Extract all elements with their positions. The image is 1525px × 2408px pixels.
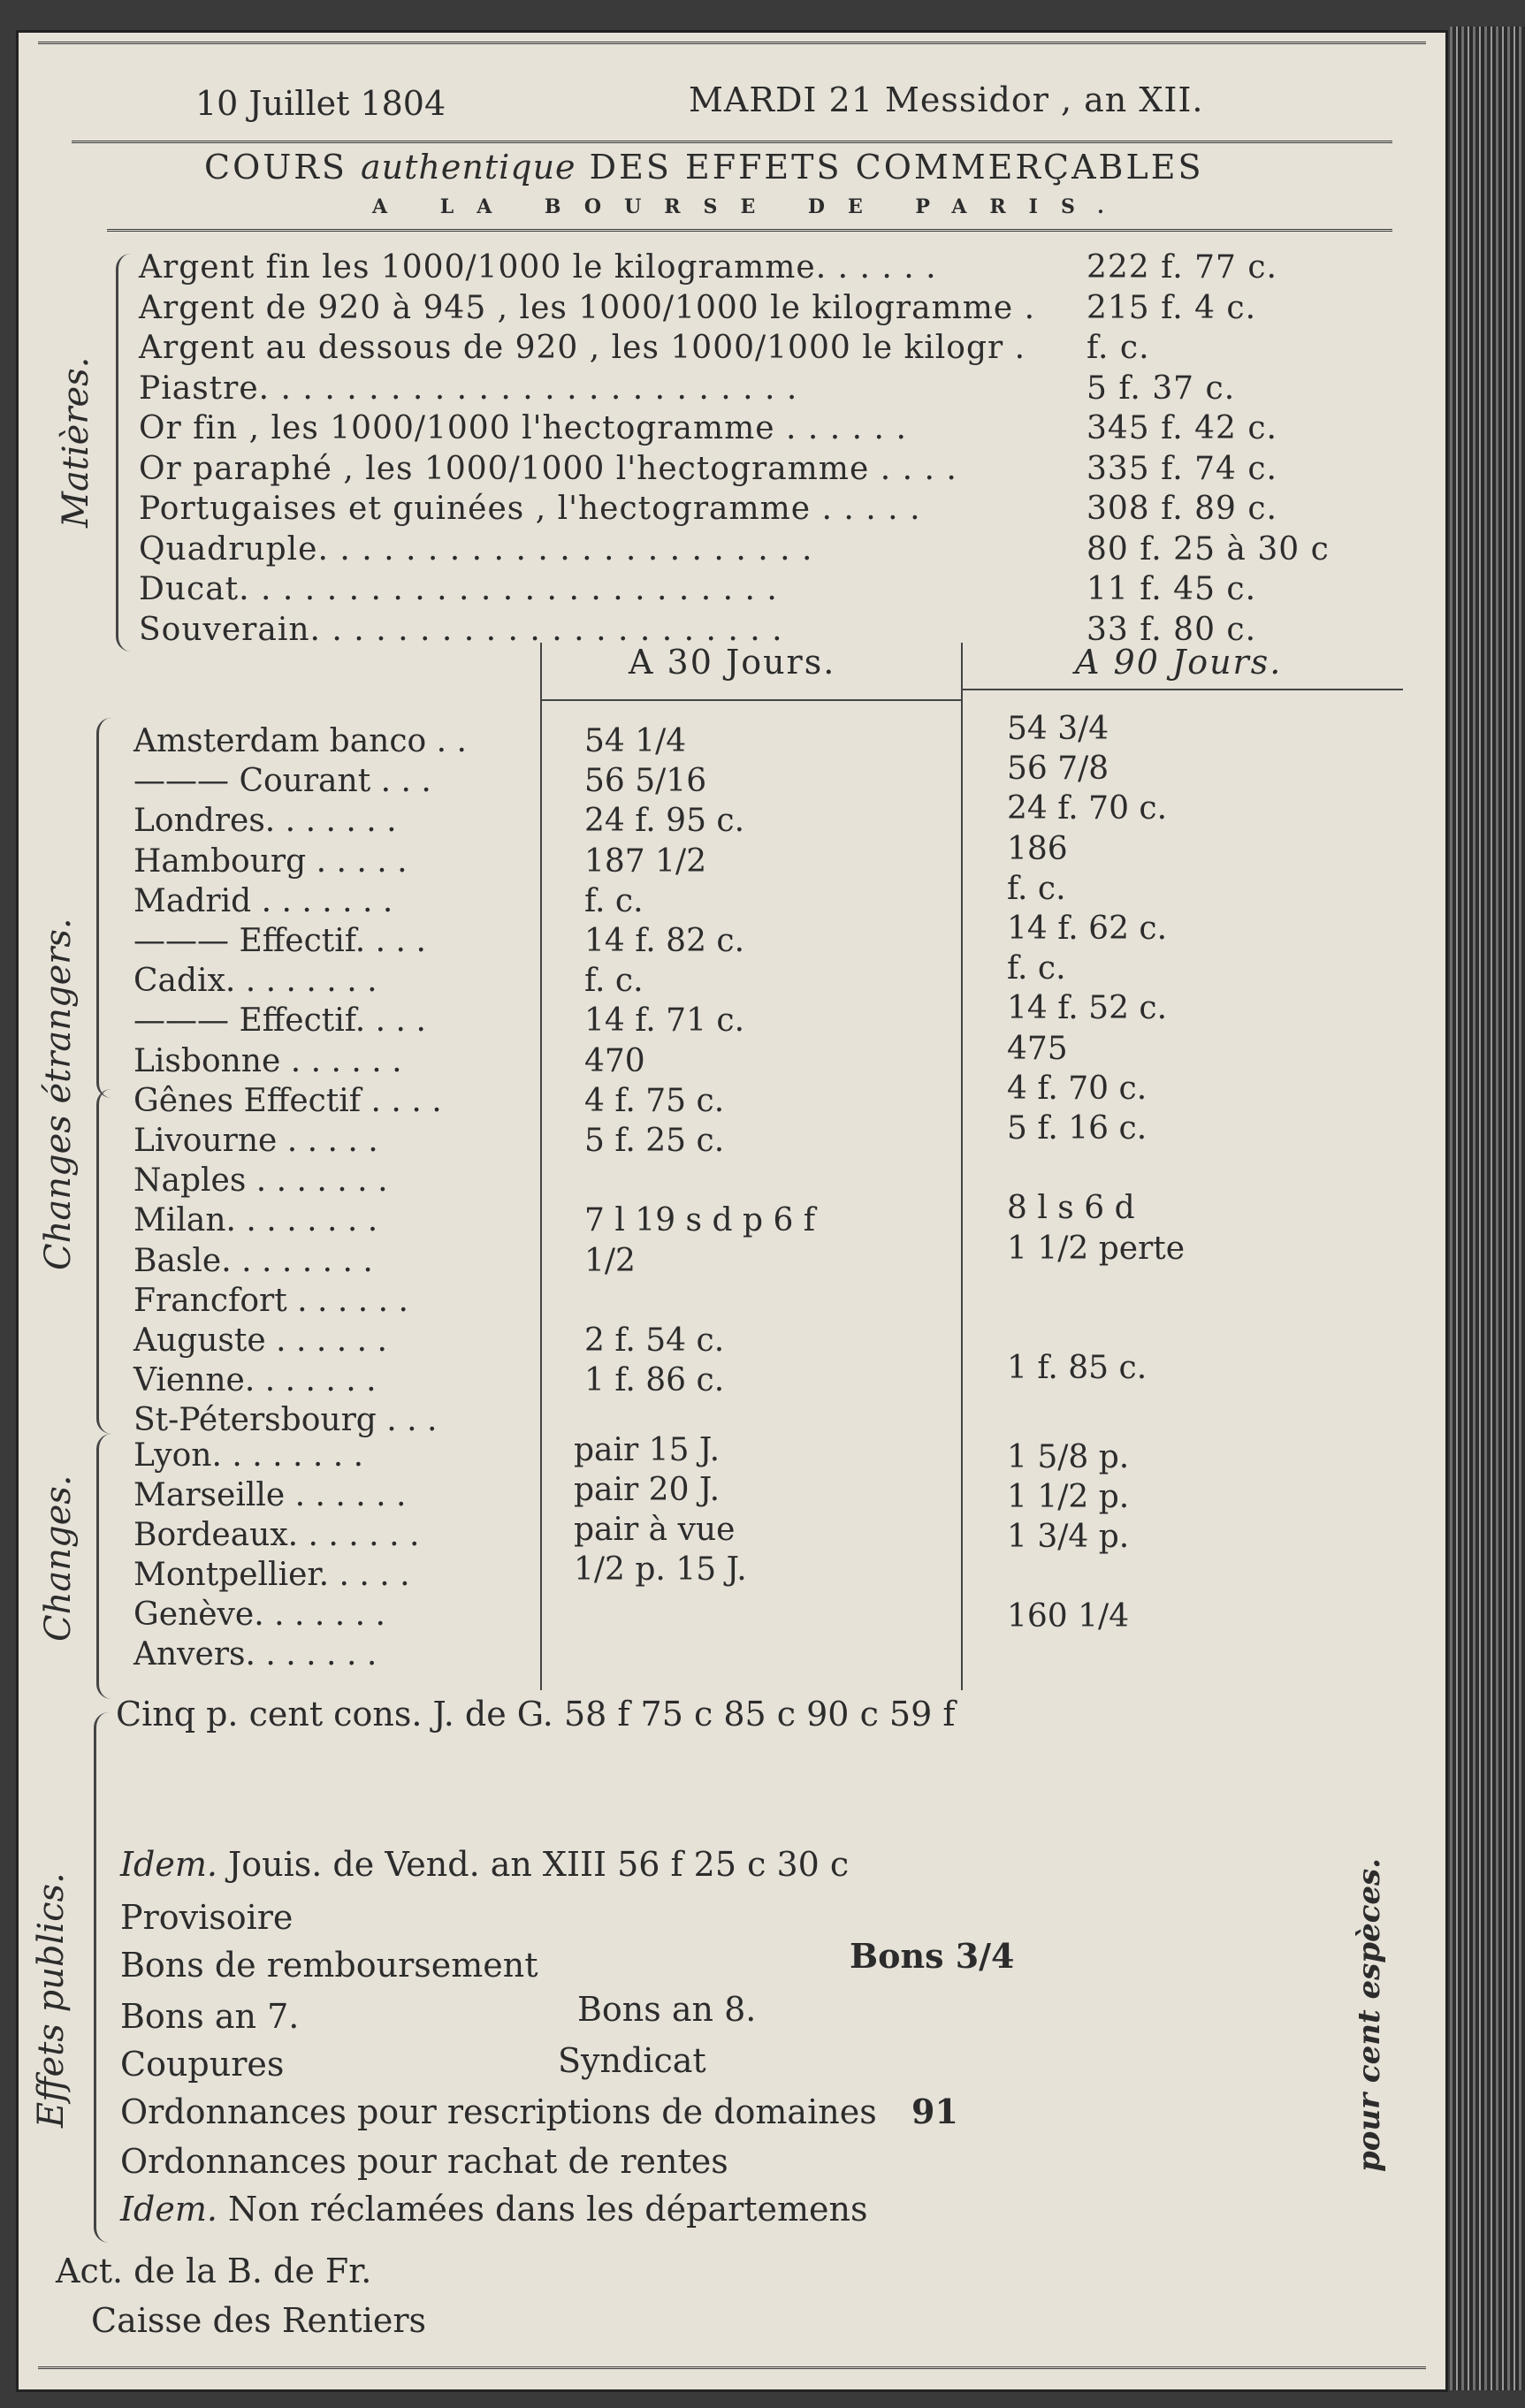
- change-etranger-name: ——— Courant . . .: [133, 763, 431, 800]
- change-etranger-30-jours: 187 1/2: [584, 842, 707, 880]
- bons-trois-quarts: Bons 3/4: [850, 1936, 1015, 1976]
- act-banque-de-france: Act. de la B. de Fr.: [56, 2252, 372, 2290]
- change-etranger-90-jours: 1 1/2 perte: [1007, 1230, 1186, 1267]
- change-etranger-name: Milan. . . . . . . .: [133, 1202, 378, 1239]
- syndicat-line: Syndicat: [558, 2041, 706, 2080]
- matieres-row-value: 80 f. 25 à 30 c: [1087, 530, 1330, 568]
- change-etranger-name: Basle. . . . . . . .: [133, 1242, 373, 1279]
- col-divider-left: [540, 643, 542, 1690]
- change-etranger-30-jours: f. c.: [584, 882, 644, 919]
- change-90-jours: 1 3/4 p.: [1007, 1519, 1130, 1555]
- change-etranger-30-jours: 24 f. 95 c.: [584, 803, 745, 840]
- change-etranger-90-jours: 24 f. 70 c.: [1007, 790, 1168, 827]
- section-label-changes-etrangers: Changes étrangers.: [38, 918, 79, 1270]
- change-etranger-30-jours: 14 f. 71 c.: [584, 1002, 745, 1040]
- change-etranger-90-jours: 56 7/8: [1007, 751, 1109, 788]
- page-subtitle: A LA BOURSE DE PARIS.: [372, 195, 1127, 218]
- matieres-row-name: Argent de 920 à 945 , les 1000/1000 le kilogramme .: [139, 289, 1036, 326]
- matieres-row-value: 11 f. 45 c.: [1087, 571, 1257, 607]
- col-header-90-jours: A 90 Jours.: [1075, 643, 1283, 682]
- matieres-row-value: 215 f. 4 c.: [1087, 289, 1257, 326]
- matieres-row-name: Or fin , les 1000/1000 l'hectogramme . . . . . .: [139, 410, 907, 446]
- change-etranger-90-jours: 186: [1007, 830, 1068, 867]
- change-etranger-30-jours: 14 f. 82 c.: [584, 923, 745, 959]
- ordonnances-rescriptions-line: Ordonnances pour rescriptions de domaines: [120, 2092, 877, 2131]
- change-etranger-90-jours: 8 l s 6 d: [1007, 1190, 1135, 1227]
- change-etranger-90-jours: f. c.: [1007, 950, 1066, 987]
- change-etranger-name: Auguste . . . . . .: [133, 1322, 387, 1359]
- change-30-jours: pair à vue: [574, 1512, 736, 1548]
- matieres-row-name: Or paraphé , les 1000/1000 l'hectogramme . . . .: [139, 450, 957, 487]
- change-etranger-30-jours: 7 l 19 s d p 6 f: [584, 1202, 816, 1239]
- ordonnances-rescriptions-value: 91: [911, 2092, 958, 2131]
- effets-publics-brace: [94, 1712, 109, 2243]
- header-rule: [72, 141, 1392, 143]
- bottom-border-rule: [38, 2366, 1426, 2369]
- matieres-row-value: 33 f. 80 c.: [1087, 611, 1257, 648]
- change-30-jours: pair 20 J.: [574, 1472, 721, 1508]
- col-divider-right: [961, 643, 963, 1690]
- matieres-brace: [116, 254, 131, 652]
- change-name: Lyon. . . . . . . .: [133, 1437, 364, 1474]
- change-etranger-name: Hambourg . . . . .: [133, 842, 408, 880]
- change-etranger-90-jours: 54 3/4: [1007, 711, 1109, 747]
- change-30-jours: 1/2 p. 15 J.: [574, 1551, 747, 1588]
- change-etranger-30-jours: 54 1/4: [584, 723, 687, 759]
- matieres-row-name: Portugaises et guinées , l'hectogramme . . . . .: [139, 491, 921, 527]
- matieres-row-name: Ducat. . . . . . . . . . . . . . . . . . . . . . . . .: [139, 571, 778, 607]
- change-etranger-90-jours: 1 f. 85 c.: [1007, 1350, 1148, 1387]
- change-etranger-name: Cadix. . . . . . . .: [133, 963, 377, 1000]
- section-label-effets-publics: Effets publics.: [31, 1872, 72, 2128]
- change-etranger-90-jours: 475: [1007, 1030, 1068, 1067]
- change-name: Genève. . . . . . .: [133, 1596, 385, 1633]
- change-etranger-30-jours: 1/2: [584, 1242, 636, 1279]
- section-label-changes: Changes.: [38, 1475, 79, 1642]
- change-etranger-30-jours: f. c.: [584, 963, 644, 1000]
- change-etranger-30-jours: 56 5/16: [584, 763, 707, 800]
- change-etranger-30-jours: 470: [584, 1042, 645, 1079]
- change-etranger-name: Livourne . . . . .: [133, 1123, 378, 1159]
- change-name: Bordeaux. . . . . . .: [133, 1517, 420, 1553]
- matieres-row-value: 308 f. 89 c.: [1087, 491, 1277, 527]
- change-etranger-name: Gênes Effectif . . . .: [133, 1082, 442, 1119]
- matieres-row-value: 335 f. 74 c.: [1087, 450, 1277, 487]
- change-etranger-30-jours: 1 f. 86 c.: [584, 1362, 725, 1399]
- matieres-row-name: Souverain. . . . . . . . . . . . . . . . . . . . . .: [139, 611, 783, 648]
- provisoire-line: Provisoire: [120, 1898, 294, 1937]
- col-header-30-jours: A 30 Jours.: [629, 643, 836, 682]
- change-etranger-90-jours: 14 f. 52 c.: [1007, 990, 1168, 1027]
- change-etranger-name: Lisbonne . . . . . .: [133, 1042, 402, 1079]
- matieres-row-value: 345 f. 42 c.: [1087, 410, 1277, 446]
- change-name: Marseille . . . . . .: [133, 1477, 407, 1513]
- book-page-edges: [1450, 27, 1525, 2390]
- caisse-des-rentiers: Caisse des Rentiers: [91, 2301, 426, 2340]
- matieres-row-name: Argent au dessous de 920 , les 1000/1000 le kilogr .: [139, 330, 1026, 366]
- change-etranger-name: Francfort . . . . . .: [133, 1282, 408, 1319]
- col-header-rule-90: [961, 689, 1403, 690]
- change-etranger-90-jours: f. c.: [1007, 870, 1066, 907]
- change-etranger-90-jours: 14 f. 62 c.: [1007, 911, 1168, 947]
- change-etranger-name: St-Pétersbourg . . .: [133, 1402, 438, 1439]
- matieres-row-value: f. c.: [1087, 330, 1150, 366]
- matieres-row-value: 222 f. 77 c.: [1087, 249, 1277, 286]
- document-page: [16, 30, 1448, 2392]
- matieres-row-value: 5 f. 37 c.: [1087, 370, 1236, 407]
- change-name: Anvers. . . . . . .: [133, 1636, 377, 1673]
- matieres-row-name: Piastre. . . . . . . . . . . . . . . . . . . . . . . . .: [139, 370, 798, 407]
- title-rule: [107, 229, 1392, 232]
- change-etranger-30-jours: 5 f. 25 c.: [584, 1123, 725, 1159]
- page-title: COURS authentique DES EFFETS COMMERÇABLES: [204, 148, 1204, 187]
- change-etranger-90-jours: 5 f. 16 c.: [1007, 1110, 1148, 1147]
- ordonnances-rachat-line: Ordonnances pour rachat de rentes: [120, 2142, 728, 2181]
- change-name: Montpellier. . . . .: [133, 1557, 410, 1593]
- change-etranger-name: Amsterdam banco . .: [133, 723, 467, 759]
- change-etranger-30-jours: 4 f. 75 c.: [584, 1082, 725, 1119]
- matieres-row-name: Quadruple. . . . . . . . . . . . . . . . . . . . . . .: [139, 530, 813, 568]
- date-republican: MARDI 21 Messidor , an XII.: [689, 80, 1204, 119]
- cinq-pour-cent-line: Cinq p. cent cons. J. de G. 58 f 75 c 85 c 90 c 59 f: [116, 1695, 956, 1734]
- change-90-jours: 1 5/8 p.: [1007, 1439, 1130, 1475]
- change-etranger-90-jours: 4 f. 70 c.: [1007, 1070, 1148, 1107]
- bons-remboursement-line: Bons de remboursement: [120, 1946, 538, 1985]
- coupures-line: Coupures: [120, 2045, 285, 2084]
- change-etranger-name: Naples . . . . . . .: [133, 1162, 388, 1200]
- changes-brace: [96, 1434, 111, 1699]
- changes-etrangers-brace-1: [96, 718, 111, 1098]
- change-30-jours: pair 15 J.: [574, 1432, 721, 1468]
- change-etranger-name: ——— Effectif. . . .: [133, 923, 426, 959]
- top-border-rule: [38, 42, 1426, 44]
- date-gregorian: 10 Juillet 1804: [195, 84, 446, 123]
- change-90-jours: 160 1/4: [1007, 1598, 1130, 1635]
- change-90-jours: 1 1/2 p.: [1007, 1479, 1130, 1515]
- section-label-matieres: Matières.: [56, 356, 96, 528]
- changes-etrangers-brace-2: [96, 1089, 111, 1434]
- col-header-rule-30: [540, 699, 961, 701]
- bons-an-7-line: Bons an 7.: [120, 1997, 300, 2036]
- change-etranger-name: ——— Effectif. . . .: [133, 1002, 426, 1040]
- matieres-row-name: Argent fin les 1000/1000 le kilogramme. . . . . .: [139, 249, 937, 286]
- change-etranger-name: Vienne. . . . . . .: [133, 1362, 377, 1399]
- bons-an-8-line: Bons an 8.: [577, 1990, 757, 2029]
- change-etranger-name: Madrid . . . . . . .: [133, 882, 393, 919]
- change-etranger-name: Londres. . . . . . .: [133, 803, 397, 840]
- change-etranger-30-jours: 2 f. 54 c.: [584, 1322, 725, 1359]
- side-label-pour-cent-especes: pour cent espèces.: [1352, 1857, 1387, 2172]
- idem-jouissance-line: Idem. Jouis. de Vend. an XIII 56 f 25 c 30 c: [120, 1845, 850, 1884]
- idem-non-reclamees-line: Idem. Non réclamées dans les départemens: [120, 2190, 868, 2229]
